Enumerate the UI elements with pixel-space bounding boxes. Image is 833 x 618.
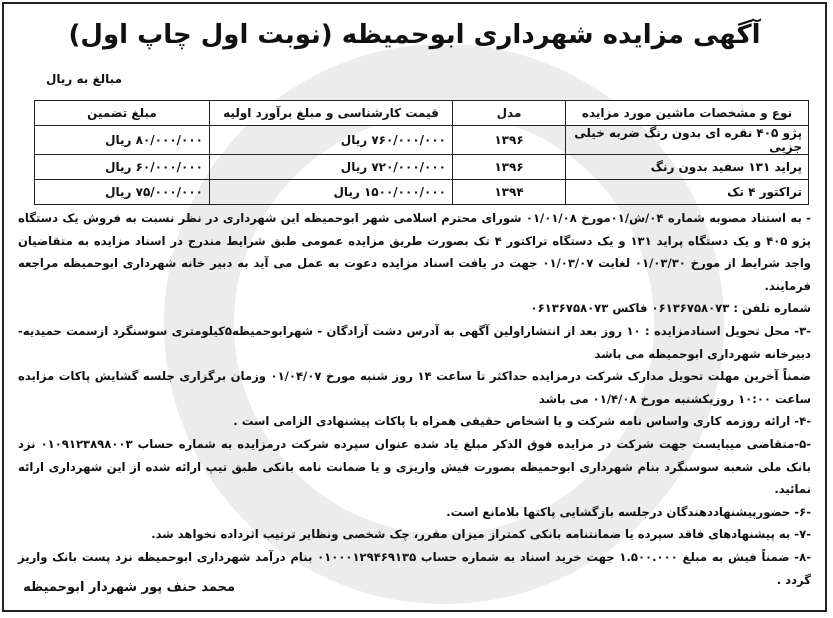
item-spec: تراکتور ۴ تک [566, 180, 809, 205]
table-row [35, 155, 809, 180]
paragraph-deadline: ضمناً آخرین مهلت تحویل مدارک شرکت درمزایده حداکثر تا ساعت ۱۴ روز شنبه مورخ ۰۱/۰۴/۰۷ وزمان برگزاری جلسه گشایش پاکات مزایده ساعت ۱۰:۰۰ روزیکشنبه مورخ ۰۱/۴/۰۸ می باشد [18, 369, 811, 406]
auction-items-table [34, 100, 809, 205]
item-deposit: ۶۰/۰۰۰/۰۰۰ ریال [35, 155, 210, 180]
table-row [35, 126, 809, 155]
item-spec: پژو ۴۰۵ نقره ای بدون رنگ ضربه خیلی جزیی [566, 126, 809, 155]
paragraph-3: -۳- محل تحویل اسنادمزایده : ۱۰ روز بعد از انتشاراولین آگهی به آدرس دشت آزادگان - شهرابوحمیظه۵کیلومتری سوسنگرد ازسمت حمیدیه- دبیرخانه شهرداری ابوحمیظه می باشد [18, 323, 811, 361]
table-header-row [35, 101, 809, 126]
item-spec: پراید ۱۳۱ سفید بدون رنگ [566, 155, 809, 180]
paragraph-5: -۵-متقاضی میبایست جهت شرکت در مزایده فوق الذکر مبلغ یاد شده عنوان سپرده شرکت درمزایده به شماره حساب ۰۱۰۹۱۲۳۸۹۸۰۰۳ نزد بانک ملی شعبه سوسنگرد بنام شهرداری ابوحمیظه بصورت فیش واریزی و یا ضمانت نامه بانکی طبق تیپ ارائه شده از این شهرداری ارائه نمائید. [18, 436, 811, 497]
header-appraised-price: قیمت کارشناسی و مبلغ برآورد اولیه [210, 101, 453, 126]
notice-title: آگهی مزایده شهرداری ابوحمیظه (نوبت اول چاپ اول) [68, 20, 761, 50]
mayor-signature: محمد حنف پور شهردار ابوحمیظه [23, 580, 235, 595]
item-price: ۷۲۰/۰۰۰/۰۰۰ ریال [210, 155, 453, 180]
paragraph-8: -۸- ضمناً فیش به مبلغ ۱.۵۰۰.۰۰۰ جهت خرید اسناد به شماره حساب ۰۱۰۰۰۱۲۹۴۶۹۱۳۵ بنام درآمد شهرداری ابوحمیظه نزد پست بانک واریز گردد . [18, 549, 812, 587]
item-model: ۱۳۹۶ [453, 126, 566, 155]
notice-frame [2, 2, 827, 612]
paragraph-7: -۷- به پیشنهادهای فاقد سپرده یا ضمانتنامه بانکی کمتراز میزان مقرر، چک شخصی ونظایر ترتیب اثرداده نخواهد شد. [151, 527, 811, 542]
paragraph-1: - به استناد مصوبه شماره ۰۴/ش/۰۱مورخ ۰۱/۰۱/۰۸ شورای محترم اسلامی شهر ابوحمیظه این شهرداری در نظر نسبت به فروش یک دستگاه پژو ۴۰۵ و یک دستگاه پراید ۱۳۱ و یک دستگاه تراکتور ۴ تک بصورت طریق مزایده عمومی طبق شرایط مندرج در اسناد مزایده به متقاضیان واجد شرایط از مورخ ۰۱/۰۳/۳۰ لغایت ۰۱/۰۳/۰۷ جهت در یافت اسناد مزایده دعوت به عمل می آید به دبیر خانه شهرداری ابوحمیظه مراجعه فرمایند. [18, 211, 812, 293]
item-model: ۱۳۹۴ [453, 180, 566, 205]
item-deposit: ۸۰/۰۰۰/۰۰۰ ریال [35, 126, 210, 155]
header-item-spec: نوع و مشخصات ماشین مورد مزایده [566, 101, 809, 126]
item-deposit: ۷۵/۰۰۰/۰۰۰ ریال [35, 180, 210, 205]
item-model: ۱۳۹۶ [453, 155, 566, 180]
header-deposit: مبلغ تضمین [35, 101, 210, 126]
paragraph-4: -۴- ارائه روزمه کاری واساس نامه شرکت و یا اشخاص حقیقی همراه با پاکات پیشنهادی الزامی است . [233, 414, 811, 429]
notice-body [18, 207, 811, 591]
item-price: ۱۵۰۰/۰۰۰/۰۰۰ ریال [210, 180, 453, 205]
header-model: مدل [453, 101, 566, 126]
paragraph-6: -۶- حضورپیشنهاددهندگان درجلسه بازگشایی پاکتها بلامانع است. [446, 504, 811, 519]
notice-content [4, 20, 825, 50]
item-price: ۷۶۰/۰۰۰/۰۰۰ ریال [210, 126, 453, 155]
currency-note: مبالغ به ریال [46, 72, 123, 86]
table-row [35, 180, 809, 205]
paragraph-phone: شماره تلفن : ۰۶۱۳۶۷۵۸۰۷۳ فاکس ۰۶۱۳۶۷۵۸۰۷۳ [530, 301, 811, 316]
